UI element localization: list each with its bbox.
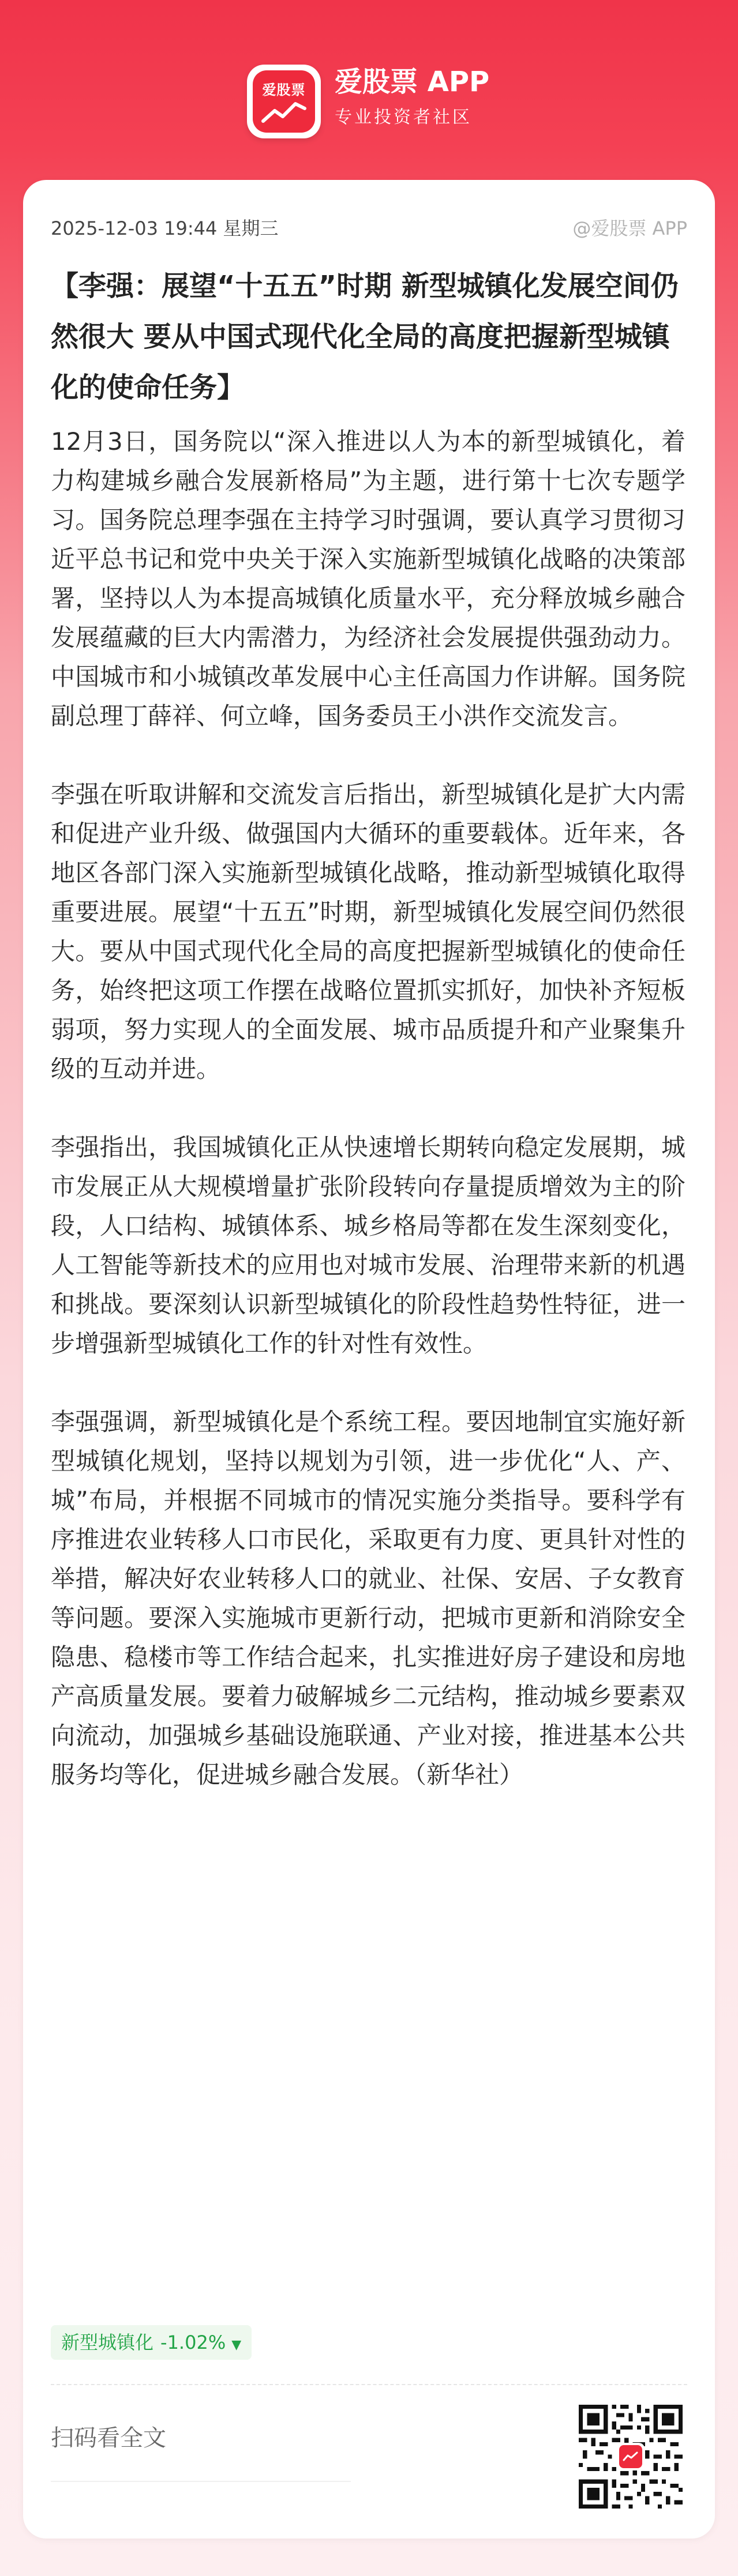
- article-source: @爱股票 APP: [572, 217, 687, 239]
- qr-logo-badge: [617, 2443, 645, 2470]
- stock-tag[interactable]: [51, 2325, 252, 2360]
- app-name: 爱股票 APP: [335, 66, 490, 98]
- stock-tag-change: -1.02%: [160, 2331, 226, 2353]
- app-logo: [247, 65, 321, 138]
- scan-underline: [51, 2481, 351, 2482]
- article-headline: 【李强：展望“十五五”时期 新型城镇化发展空间仍然很大 要从中国式现代化全局的高度把握新型城镇化的使命任务】: [51, 270, 679, 404]
- logo-text: 爱股票: [262, 82, 306, 98]
- article-body: [51, 422, 685, 1834]
- rising-chart-icon: [623, 2451, 639, 2462]
- article-paragraph: 12月3日，国务院以“深入推进以人为本的新型城镇化，着力构建城乡融合发展新格局”为主题，进行第十七次专题学习。国务院总理李强在主持学习时强调，要认真学习贯彻习近平总书记和党中央关于深入实施新型城镇化战略的决策部署，坚持以人为本提高城镇化质量水平，充分释放城乡融合发展蕴藏的巨大内需潜力，为经济社会发展提供强劲动力。中国城市和小城镇改革发展中心主任高国力作讲解。国务院副总理丁薛祥、何立峰，国务委员王小洪作交流发言。: [51, 427, 685, 730]
- down-triangle-icon: ▼: [231, 2338, 242, 2352]
- article-paragraph: 李强在听取讲解和交流发言后指出，新型城镇化是扩大内需和促进产业升级、做强国内大循环的重要载体。近年来，各地区各部门深入实施新型城镇化战略，推动新型城镇化取得重要进展。展望“十五五”时期，新型城镇化发展空间仍然很大。要从中国式现代化全局的高度把握新型城镇化的使命任务，始终把这项工作摆在战略位置抓实抓好，加快补齐短板弱项，努力实现人的全面发展、城市品质提升和产业聚集升级的互动并进。: [51, 780, 685, 1083]
- article-meta: [51, 216, 687, 241]
- app-header: [0, 0, 738, 173]
- app-slogan: 专业投资者社区: [335, 107, 472, 127]
- article-paragraph: 李强强调，新型城镇化是个系统工程。要因地制宜实施好新型城镇化规划，坚持以规划为引领，进一步优化“人、产、城”布局，并根据不同城市的情况实施分类指导。要科学有序推进农业转移人口市民化，采取更有力度、更具针对性的举措，解决好农业转移人口的就业、社保、安居、子女教育等问题。要深入实施城市更新行动，把城市更新和消除安全隐患、稳楼市等工作结合起来，扎实推进好房子建设和房地产高质量发展。要着力破解城乡二元结构，推动城乡要素双向流动，加强城乡基础设施联通、产业对接，推进基本公共服务均等化，促进城乡融合发展。（新华社）: [51, 1408, 685, 1789]
- publish-datetime: 2025-12-03 19:44 星期三: [51, 217, 279, 239]
- scan-hint: 扫码看全文: [51, 2425, 166, 2451]
- article-card: [23, 180, 715, 2539]
- rising-chart-icon: [261, 96, 307, 126]
- footer-divider: [51, 2384, 687, 2385]
- qr-code-icon[interactable]: [579, 2405, 683, 2509]
- article-paragraph: 李强指出，我国城镇化正从快速增长期转向稳定发展期，城市发展正从大规模增量扩张阶段转向存量提质增效为主的阶段，人口结构、城镇体系、城乡格局等都在发生深刻变化，人工智能等新技术的应用也对城市发展、治理带来新的机遇和挑战。要深刻认识新型城镇化的阶段性趋势性特征，进一步增强新型城镇化工作的针对性有效性。: [51, 1133, 685, 1357]
- stock-tag-name: 新型城镇化: [61, 2331, 154, 2353]
